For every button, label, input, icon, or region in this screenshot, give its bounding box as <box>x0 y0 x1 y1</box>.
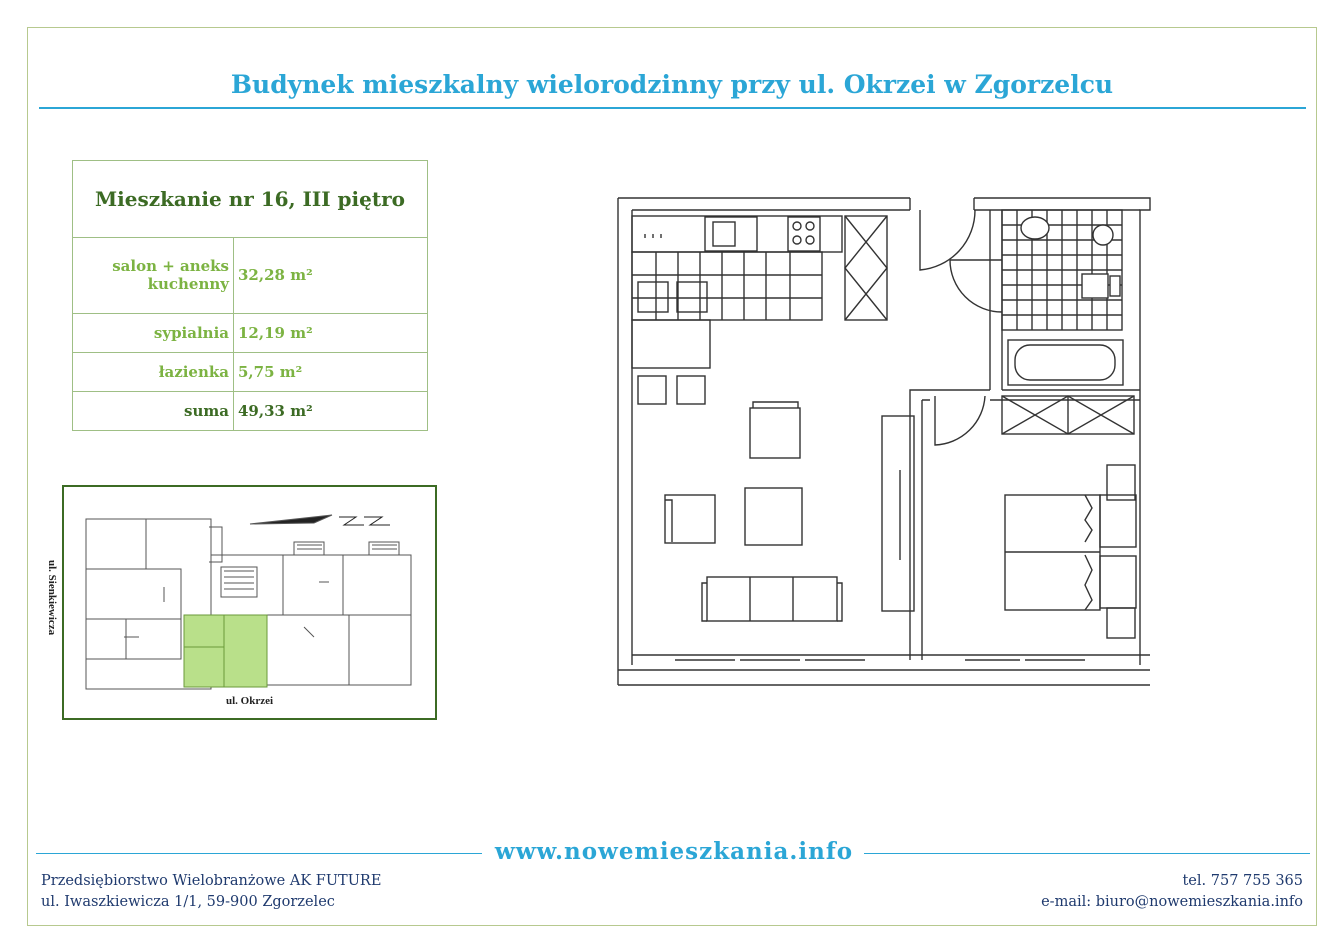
total-area: 49,33 m² <box>234 391 428 430</box>
footer-website-link[interactable]: www.nowemieszkania.info <box>494 838 854 865</box>
company-address: ul. Iwaszkiewicza 1/1, 59-900 Zgorzelec <box>41 894 335 910</box>
room-area-living: 32,28 m² <box>234 238 428 314</box>
area-table <box>72 160 428 431</box>
room-label-living: salon + aneks kuchenny <box>73 238 234 314</box>
street-label-okrzei: ul. Okrzei <box>226 695 274 707</box>
footer-divider-right <box>864 853 1310 854</box>
apartment-heading: Mieszkanie nr 16, III piętro <box>73 161 428 238</box>
key-plan-highlight <box>184 615 267 687</box>
room-label-bathroom: łazienka <box>73 352 234 391</box>
north-arrow-icon <box>250 515 332 524</box>
title-divider <box>39 107 1306 109</box>
contact-info <box>1041 871 1303 913</box>
key-plan <box>62 485 437 720</box>
room-area-bedroom: 12,19 m² <box>234 313 428 352</box>
company-info <box>41 871 381 913</box>
room-area-bathroom: 5,75 m² <box>234 352 428 391</box>
footer-divider-left <box>36 853 482 854</box>
company-name: Przedsiębiorstwo Wielobranżowe AK FUTURE <box>41 873 382 889</box>
page-title: Budynek mieszkalny wielorodzinny przy ul. Okrzei w Zgorzelcu <box>230 70 1114 99</box>
total-label: suma <box>73 391 234 430</box>
street-label-sienkiewicza: ul. Sienkiewicza <box>46 560 58 636</box>
contact-email[interactable]: e-mail: biuro@nowemieszkania.info <box>1041 894 1303 910</box>
floor-plan <box>610 190 1160 690</box>
outer-wall-top <box>618 198 1150 665</box>
room-label-bedroom: sypialnia <box>73 313 234 352</box>
key-plan-drawing <box>64 487 435 718</box>
contact-phone[interactable]: tel. 757 755 365 <box>1182 873 1303 889</box>
outer-wall-left <box>618 198 632 685</box>
